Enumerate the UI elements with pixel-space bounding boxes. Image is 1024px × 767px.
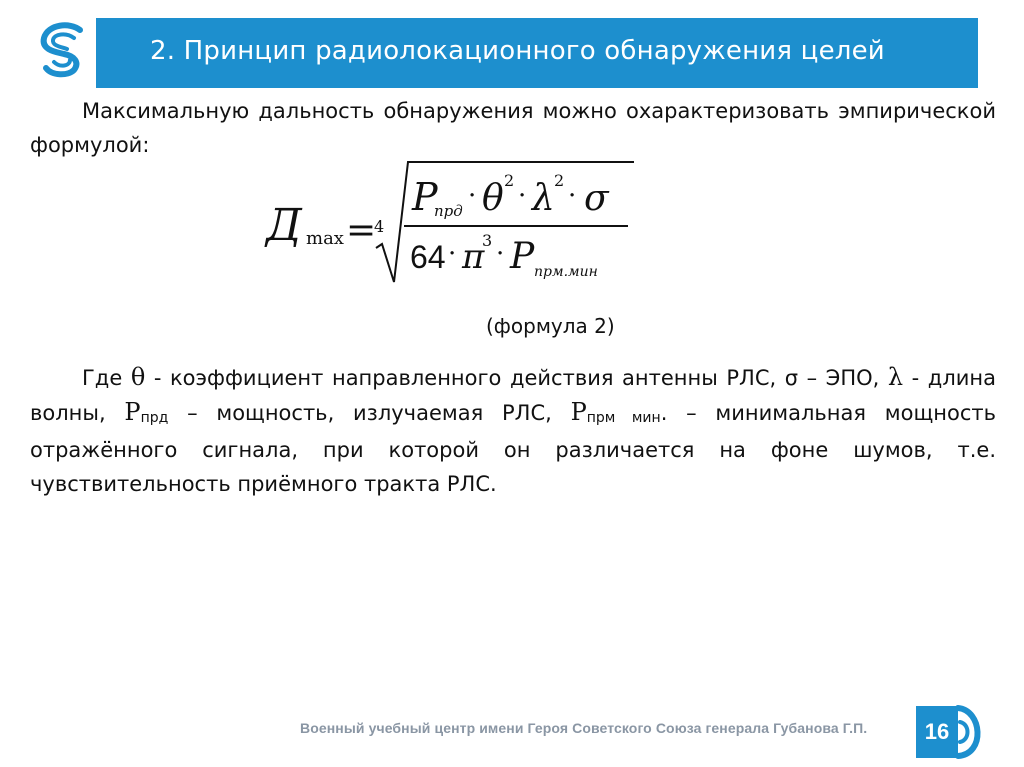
- num-dot-1: ·: [468, 181, 477, 211]
- formula-root-index: 4: [374, 217, 385, 236]
- page-number: 16: [924, 719, 950, 744]
- num-theta: θ: [482, 178, 504, 219]
- num-dot-2: ·: [518, 181, 527, 211]
- P-prm-symbol: P: [570, 398, 587, 426]
- den-P-sub: прм.мин: [534, 264, 598, 280]
- num-P-sub: прд: [434, 202, 463, 220]
- formula-caption: (формула 2): [486, 314, 615, 338]
- P-prm-sub: прм мин: [586, 410, 661, 426]
- explanation-paragraph: [30, 360, 996, 501]
- expl-part5: . – минимальная мощность отражённого сигнала, при которой он различается на фоне шумов, т.е. чувствительность приёмного тракта РЛС.: [30, 401, 996, 496]
- den-pi: π: [462, 237, 485, 277]
- den-coef: 64: [410, 239, 446, 275]
- den-dot-2: ·: [496, 239, 505, 269]
- P-prd-symbol: P: [124, 398, 141, 426]
- range-formula: [262, 160, 642, 290]
- P-prd-sub: прд: [140, 410, 169, 426]
- num-P: P: [412, 175, 438, 219]
- den-P: P: [510, 236, 535, 277]
- expl-part2: - коэффициент направленного действия антенны РЛС, σ – ЭПО,: [145, 366, 888, 390]
- den-dot-1: ·: [448, 239, 457, 269]
- page-arc-icon: [954, 702, 988, 762]
- num-theta-exp: 2: [504, 171, 515, 190]
- expl-part1: Где: [82, 366, 131, 390]
- expl-part3: - длина волны,: [30, 366, 996, 425]
- s-logo-icon: [34, 20, 94, 80]
- num-dot-3: ·: [568, 181, 577, 211]
- num-sigma: σ: [584, 178, 609, 219]
- expl-part4: – мощность, излучаемая РЛС,: [168, 401, 571, 425]
- footer-text: Военный учебный центр имени Героя Советского Союза генерала Губанова Г.П.: [300, 720, 868, 736]
- num-lambda: λ: [532, 178, 555, 219]
- formula-lhs-sub: max: [306, 228, 344, 249]
- slide-title: 2. Принцип радиолокационного обнаружения целей: [150, 36, 885, 66]
- formula-lhs: Д: [266, 200, 302, 251]
- num-lambda-exp: 2: [554, 171, 565, 190]
- lambda-symbol: λ: [887, 363, 904, 391]
- intro-paragraph: [30, 94, 996, 162]
- den-pi-exp: 3: [482, 231, 493, 250]
- intro-text: Максимальную дальность обнаружения можно охарактеризовать эмпирической формулой:: [30, 99, 996, 157]
- theta-symbol: θ: [130, 363, 146, 391]
- formula-equals: =: [346, 210, 377, 251]
